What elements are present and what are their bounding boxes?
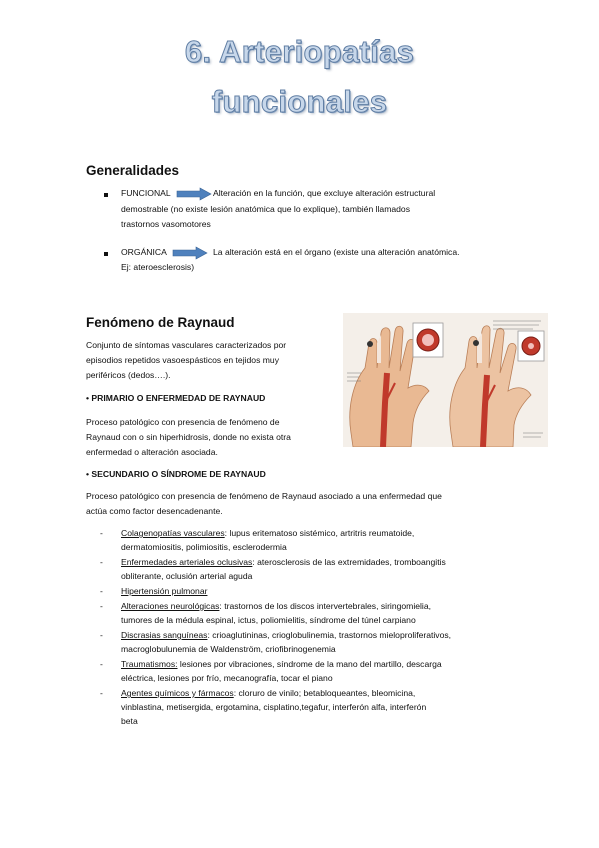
cause-text-cont: vinblastina, metisergida, ergotamina, cisplatino,tegafur, interferón alfa, interferón xyxy=(121,702,427,713)
list-dash: - xyxy=(100,688,103,698)
cause-text-cont: tumores de la médula espinal, ictus, poliomielitis, síndrome del túnel carpiano xyxy=(121,615,416,626)
cause-text: lesiones por vibraciones, síndrome de la mano del martillo, descarga xyxy=(177,659,442,669)
page-title-line-1: 6. Arteriopatías xyxy=(184,34,415,69)
cause-label: Traumatismos: xyxy=(121,659,178,669)
cause-label: Agentes químicos y fármacos xyxy=(121,688,234,698)
cause-label: Alteraciones neurológicas xyxy=(121,601,220,611)
list-dash: - xyxy=(100,601,103,611)
cause-label: Discrasias sanguíneas xyxy=(121,630,208,640)
term-funcional: FUNCIONAL xyxy=(121,188,171,198)
primario-text-2: Raynaud con o sin hiperhidrosis, donde no exista otra xyxy=(86,432,291,442)
bullet xyxy=(104,193,108,197)
cause-label: Colagenopatías vasculares xyxy=(121,528,225,538)
cause-label: Enfermedades arteriales oclusivas xyxy=(121,557,253,567)
raynaud-intro-1: Conjunto de síntomas vasculares caracterizados por xyxy=(86,340,287,350)
bullet xyxy=(104,252,108,256)
list-dash: - xyxy=(100,557,103,567)
cause-label: Hipertensión pulmonar xyxy=(121,586,208,596)
cause-text: : crioaglutininas, crioglobulinemia, trastornos mieloproliferativos, xyxy=(207,630,452,640)
cause-text-cont: obliterante, oclusión arterial aguda xyxy=(121,571,253,582)
secundario-heading: • SECUNDARIO O SÍNDROME DE RAYNAUD xyxy=(86,469,266,479)
list-item xyxy=(121,686,511,729)
list-item xyxy=(121,526,511,554)
secundario-text-1: Proceso patológico con presencia de fenómeno de Raynaud asociado a una enfermedad que xyxy=(86,491,442,501)
list-item xyxy=(121,599,511,627)
term-organica: ORGÁNICA xyxy=(121,247,167,257)
funcional-text-2: demostrable (no existe lesión anatómica que lo explique), también llamados xyxy=(121,204,411,214)
organica-text-2: Ej: ateroesclerosis) xyxy=(121,262,195,272)
list-dash: - xyxy=(100,528,103,538)
cause-text-cont: dermatomiositis, polimiositis, esclerodermia xyxy=(121,542,287,553)
primario-heading: • PRIMARIO O ENFERMEDAD DE RAYNAUD xyxy=(86,393,266,403)
list-item xyxy=(121,657,511,685)
primario-text-1: Proceso patológico con presencia de fenómeno de xyxy=(86,417,280,427)
list-item xyxy=(121,584,511,598)
list-item xyxy=(121,628,511,656)
section-heading-generalidades: Generalidades xyxy=(86,163,180,178)
section-heading-raynaud: Fenómeno de Raynaud xyxy=(86,315,235,330)
primario-text-3: enfermedad o alteración asociada. xyxy=(86,447,218,457)
list-item xyxy=(121,555,511,583)
raynaud-hands-illustration xyxy=(343,313,548,447)
secundario-text-2: actúa como factor desencadenante. xyxy=(86,506,223,516)
organica-text-1: La alteración está en el órgano (existe una alteración anatómica. xyxy=(213,247,460,257)
page-title-line-2: funcionales xyxy=(211,84,388,119)
funcional-text-3: trastornos vasomotores xyxy=(121,219,211,229)
cause-text-cont: macroglobulunemia de Waldenström, criofibrinogenemia xyxy=(121,644,336,655)
funcional-text-1: Alteración en la función, que excluye alteración estructural xyxy=(213,188,436,198)
cause-text: : lupus eritematoso sistémico, artritris reumatoide, xyxy=(224,528,415,538)
list-dash: - xyxy=(100,586,103,596)
list-dash: - xyxy=(100,659,103,669)
cause-text-cont: beta xyxy=(121,716,138,727)
cause-text: : cloruro de vinilo; betabloqueantes, bleomicina, xyxy=(233,688,416,698)
arrow-right-icon xyxy=(176,187,212,201)
arrow-right-icon xyxy=(172,246,208,260)
cause-text: : trastornos de los discos intervertebrales, siringomielia, xyxy=(219,601,432,611)
raynaud-intro-2: episodios repetidos vasoespásticos en tejidos muy xyxy=(86,355,279,365)
raynaud-intro-3: periféricos (dedos….). xyxy=(86,370,171,380)
cause-text: : aterosclerosis de las extremidades, tromboangitis xyxy=(252,557,446,567)
cause-text-cont: eléctrica, lesiones por frío, mecanografía, tocar el piano xyxy=(121,673,333,684)
list-dash: - xyxy=(100,630,103,640)
